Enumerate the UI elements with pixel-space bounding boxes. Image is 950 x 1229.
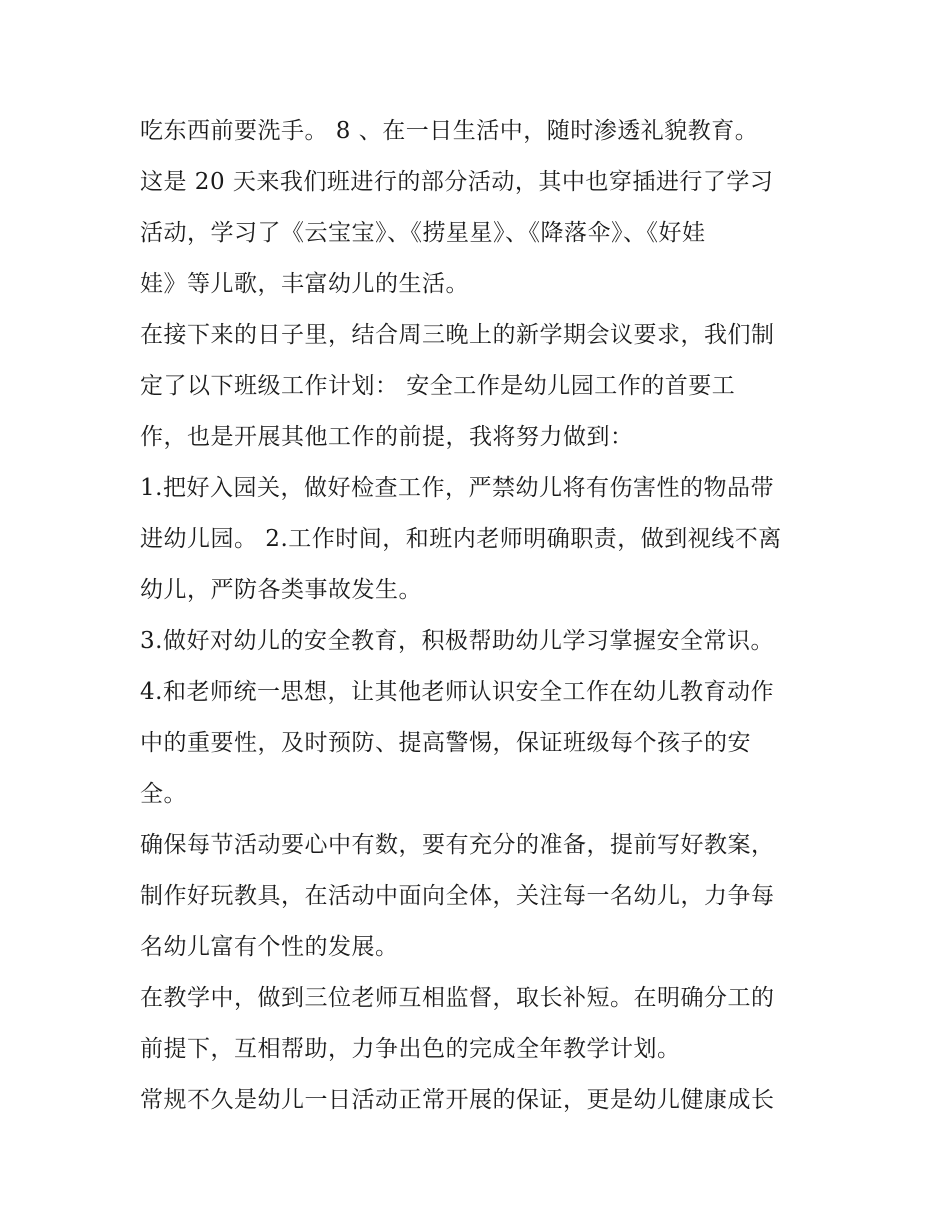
text-line: 中的重要性，及时预防、提高警惕，保证班级每个孩子的安 <box>140 730 751 756</box>
text-line: 定了以下班级工作计划： 安全工作是幼儿园工作的首要工 <box>140 373 736 399</box>
text-line: 在教学中，做到三位老师互相监督，取长补短。在明确分工的 <box>140 985 775 1011</box>
text-line: 作，也是开展其他工作的前提，我将努力做到： <box>140 424 634 450</box>
text-line: 1.把好入园关，做好检查工作，严禁幼儿将有伤害性的物品带 <box>140 475 774 501</box>
text-line: 这是 20 天来我们班进行的部分活动，其中也穿插进行了学习 <box>140 169 774 195</box>
text-line: 活动，学习了《云宝宝》、《捞星星》、《降落伞》、《好娃 <box>140 220 706 246</box>
text-line: 娃》等儿歌，丰富幼儿的生活。 <box>140 271 469 297</box>
text-line: 前提下，互相帮助，力争出色的完成全年教学计划。 <box>140 1036 681 1062</box>
document-body <box>140 106 820 1126</box>
text-line: 常规不久是幼儿一日活动正常开展的保证，更是幼儿健康成长 <box>140 1087 775 1113</box>
text-line: 全。 <box>140 781 187 807</box>
text-line: 幼儿，严防各类事故发生。 <box>140 577 422 603</box>
text-line: 4.和老师统一思想，让其他老师认识安全工作在幼儿教育动作 <box>140 679 774 705</box>
text-line: 制作好玩教具，在活动中面向全体，关注每一名幼儿，力争每 <box>140 883 775 909</box>
text-line: 吃东西前要洗手。 8 、在一日生活中，随时渗透礼貌教育。 <box>140 118 759 144</box>
text-line: 确保每节活动要心中有数，要有充分的准备，提前写好教案， <box>140 832 775 858</box>
text-line: 进幼儿园。 2.工作时间，和班内老师明确职责，做到视线不离 <box>140 526 782 552</box>
text-line: 在接下来的日子里，结合周三晚上的新学期会议要求，我们制 <box>140 322 775 348</box>
text-line: 名幼儿富有个性的发展。 <box>140 934 399 960</box>
text-line: 3.做好对幼儿的安全教育，积极帮助幼儿学习掌握安全常识。 <box>140 628 774 654</box>
